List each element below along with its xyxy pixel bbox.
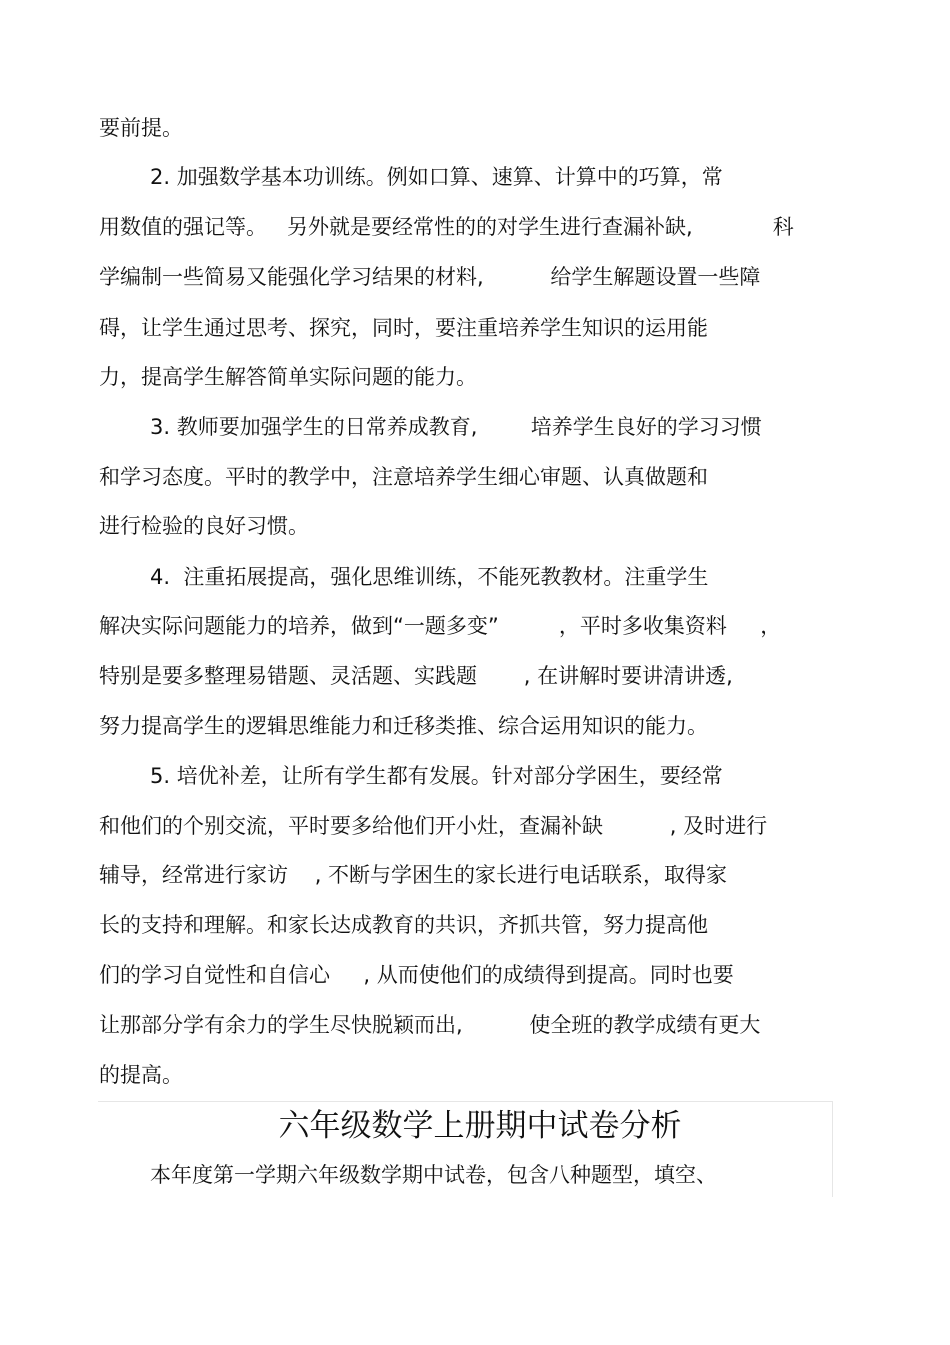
paragraph-line: 让那部分学有余力的学生尽快脱颖而出, 使全班的教学成绩有更大 xyxy=(99,1013,761,1037)
paragraph-line: 的提高。 xyxy=(99,1063,183,1087)
paragraph-line: 辅导，经常进行家访 , 不断与学困生的家长进行电话联系，取得家 xyxy=(99,863,728,887)
paragraph-line: 碍，让学生通过思考、探究，同时，要注重培养学生知识的运用能 xyxy=(99,316,708,340)
paragraph-line: 和学习态度。平时的教学中，注意培养学生细心审题、认真做题和 xyxy=(99,465,708,489)
paragraph-line: 进行检验的良好习惯。 xyxy=(99,514,309,538)
paragraph-line: 学编制一些简易又能强化学习结果的材料, 给学生解题设置一些障 xyxy=(99,265,761,289)
paragraph-line: 长的支持和理解。和家长达成教育的共识，齐抓共管，努力提高他 xyxy=(99,913,708,937)
section-intro-line: 本年度第一学期六年级数学期中试卷，包含八种题型，填空、 xyxy=(150,1163,717,1187)
paragraph-line: 和他们的个别交流，平时要多给他们开小灶，查漏补缺 , 及时进行 xyxy=(99,814,768,838)
section-divider xyxy=(98,1101,833,1102)
paragraph-line: 4. 注重拓展提高，强化思维训练，不能死教教材。注重学生 xyxy=(150,565,709,589)
paragraph-line: 力，提高学生解答简单实际问题的能力。 xyxy=(99,365,477,389)
section-title: 六年级数学上册期中试卷分析 xyxy=(278,1108,682,1144)
paragraph-line: 努力提高学生的逻辑思维能力和迁移类推、综合运用知识的能力。 xyxy=(99,714,708,738)
paragraph-line: 特别是要多整理易错题、灵活题、实践题 , 在讲解时要讲清讲透, xyxy=(99,664,733,688)
paragraph-line: 2. 加强数学基本功训练。例如口算、速算、计算中的巧算，常 xyxy=(150,165,723,189)
paragraph-line: 要前提。 xyxy=(99,116,183,140)
paragraph-line: 解决实际问题能力的培养，做到“一题多变” ，平时多收集资料 ， xyxy=(99,614,782,638)
paragraph-line: 5. 培优补差，让所有学生都有发展。针对部分学困生，要经常 xyxy=(150,764,723,788)
paragraph-line: 们的学习自觉性和自信心 , 从而使他们的成绩得到提高。同时也要 xyxy=(99,963,734,987)
paragraph-line: 3. 教师要加强学生的日常养成教育, 培养学生良好的学习习惯 xyxy=(150,415,762,439)
paragraph-line: 用数值的强记等。 另外就是要经常性的的对学生进行查漏补缺, 科 xyxy=(99,215,794,239)
